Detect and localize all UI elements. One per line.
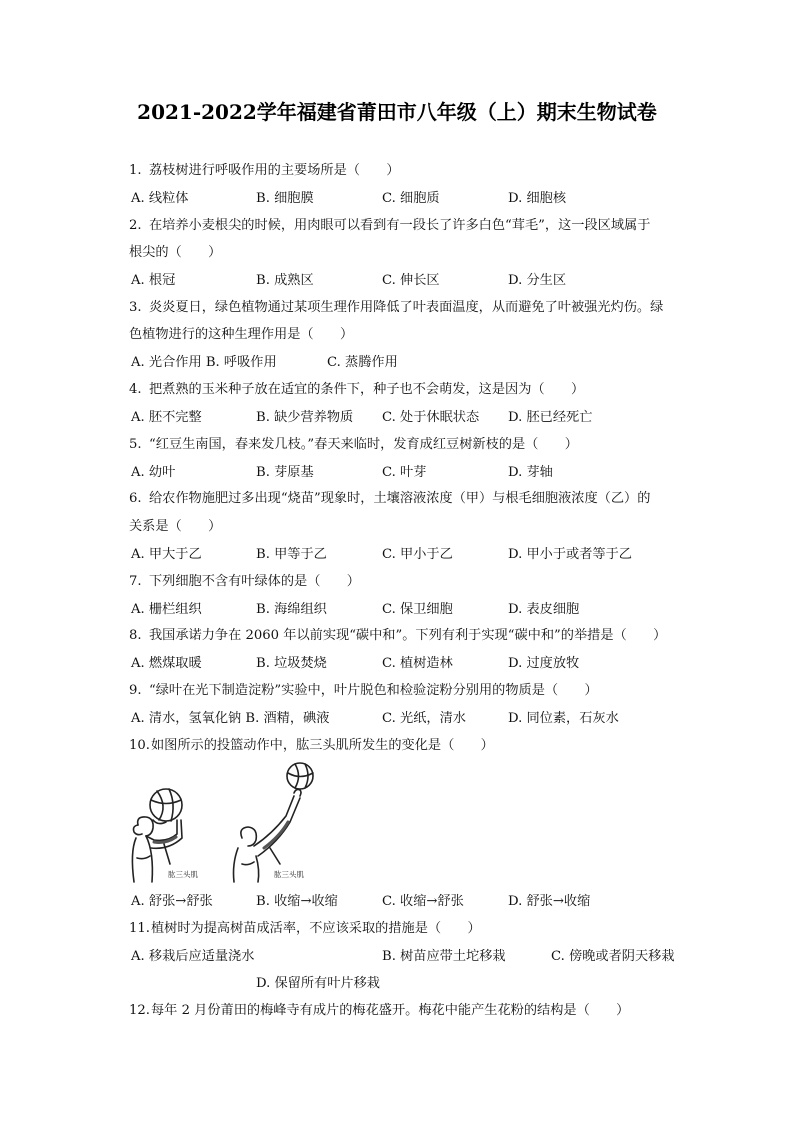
question-number: 1. <box>129 163 142 178</box>
question-number: 12. <box>129 1003 150 1018</box>
option-a: A. 燃煤取暖 <box>131 656 202 671</box>
basketball-shot-figure <box>124 760 324 884</box>
question-2-cont: 根尖的（ ） <box>129 245 222 260</box>
question-6 <box>129 490 650 508</box>
question-number: 6. <box>129 491 142 506</box>
figure-label-right: 肱三头肌 <box>274 870 304 879</box>
question-stem: 我国承诺力争在 2060 年以前实现“碳中和”。下列有利于实现“碳中和”的举措是（ ） <box>149 628 667 643</box>
option-a: A. 幼叶 <box>131 465 176 480</box>
question-stem: 荔枝树进行呼吸作用的主要场所是（ ） <box>149 163 400 178</box>
option-b: B. 海绵组织 <box>256 602 327 617</box>
question-7 <box>129 573 360 591</box>
question-11 <box>129 920 481 938</box>
figure-label-left: 肱三头肌 <box>168 870 198 879</box>
option-b: B. 树苗应带土坨移栽 <box>382 949 506 964</box>
question-9 <box>129 682 598 700</box>
option-ab: A. 清水，氢氧化钠 B. 酒精，碘液 <box>131 711 330 726</box>
option-b: B. 缺少营养物质 <box>256 410 354 425</box>
option-a: A. 胚不完整 <box>131 410 202 425</box>
question-6-cont: 关系是（ ） <box>129 519 222 534</box>
option-c: C. 伸长区 <box>382 273 440 288</box>
option-c: C. 傍晚或者阴天移栽 <box>551 949 675 964</box>
option-d: D. 分生区 <box>508 273 567 288</box>
question-number: 8. <box>129 628 142 643</box>
question-stem: 在培养小麦根尖的时候，用肉眼可以看到有一段长了许多白色“茸毛”，这一段区域属于 <box>149 218 651 233</box>
question-5 <box>129 436 578 454</box>
question-8 <box>129 627 666 645</box>
option-c: C. 收缩→舒张 <box>382 894 464 909</box>
option-d: D. 甲小于或者等于乙 <box>508 547 632 562</box>
option-d: D. 舒张→收缩 <box>508 894 591 909</box>
option-a: A. 根冠 <box>131 273 176 288</box>
question-stem: 植树时为提高树苗成活率，不应该采取的措施是（ ） <box>151 921 481 936</box>
basketball-icon <box>287 763 313 789</box>
option-a: A. 移栽后应适量浇水 <box>131 949 255 964</box>
option-c: C. 植树造林 <box>382 656 453 671</box>
option-c: C. 光纸，清水 <box>382 711 466 726</box>
option-c: C. 细胞质 <box>382 191 440 206</box>
question-number: 11. <box>129 921 150 936</box>
option-a: A. 舒张→舒张 <box>131 894 213 909</box>
question-number: 5. <box>129 437 142 452</box>
question-number: 2. <box>129 218 142 233</box>
option-a: A. 甲大于乙 <box>131 547 202 562</box>
question-1 <box>129 162 400 180</box>
option-d: D. 胚已经死亡 <box>508 410 593 425</box>
option-a: A. 线粒体 <box>131 191 189 206</box>
question-10 <box>129 737 494 755</box>
option-c: C. 蒸腾作用 <box>327 355 398 370</box>
question-stem: “绿叶在光下制造淀粉”实验中，叶片脱色和检验淀粉分别用的物质是（ ） <box>149 683 598 698</box>
option-d: D. 表皮细胞 <box>508 602 580 617</box>
option-b: B. 芽原基 <box>256 465 314 480</box>
option-b: B. 甲等于乙 <box>256 547 327 562</box>
question-stem: 炎炎夏日，绿色植物通过某项生理作用降低了叶表面温度，从而避免了叶被强光灼伤。绿 <box>149 300 664 315</box>
question-stem: 给农作物施肥过多出现“烧苗”现象时，土壤溶液浓度（甲）与根毛细胞液浓度（乙）的 <box>149 491 651 506</box>
option-c: C. 保卫细胞 <box>382 602 453 617</box>
option-c: C. 处于休眠状态 <box>382 410 480 425</box>
option-b: B. 垃圾焚烧 <box>256 656 327 671</box>
option-d: D. 同位素，石灰水 <box>508 711 619 726</box>
question-number: 3. <box>129 300 142 315</box>
question-3-cont: 色植物进行的这种生理作用是（ ） <box>129 327 354 342</box>
option-c: C. 叶芽 <box>382 465 427 480</box>
option-d: D. 芽轴 <box>508 465 553 480</box>
page-title: 2021-2022学年福建省莆田市八年级（上）期末生物试卷 <box>137 100 657 124</box>
question-number: 9. <box>129 683 142 698</box>
option-d: D. 过度放牧 <box>508 656 580 671</box>
question-3 <box>129 299 663 317</box>
question-4 <box>129 381 584 399</box>
question-12 <box>129 1002 629 1020</box>
basketball-icon <box>150 789 182 821</box>
question-2 <box>129 217 650 235</box>
question-stem: 下列细胞不含有叶绿体的是（ ） <box>149 574 360 589</box>
option-b: B. 成熟区 <box>256 273 314 288</box>
question-stem: “红豆生南国，春来发几枝。”春天来临时，发育成红豆树新枝的是（ ） <box>149 437 578 452</box>
option-d: D. 保留所有叶片移栽 <box>256 976 380 991</box>
question-number: 4. <box>129 382 142 397</box>
question-stem: 每年 2 月份莆田的梅峰寺有成片的梅花盛开。梅花中能产生花粉的结构是（ ） <box>151 1003 630 1018</box>
option-b: B. 细胞膜 <box>256 191 314 206</box>
option-b: B. 收缩→收缩 <box>256 894 338 909</box>
question-stem: 如图所示的投篮动作中，肱三头肌所发生的变化是（ ） <box>151 738 494 753</box>
option-a: A. 栅栏组织 <box>131 602 202 617</box>
question-number: 10. <box>129 738 150 753</box>
option-d: D. 细胞核 <box>508 191 567 206</box>
question-stem: 把煮熟的玉米种子放在适宜的条件下，种子也不会萌发，这是因为（ ） <box>149 382 585 397</box>
option-c: C. 甲小于乙 <box>382 547 453 562</box>
question-number: 7. <box>129 574 142 589</box>
option-ab: A. 光合作用 B. 呼吸作用 <box>131 355 277 370</box>
